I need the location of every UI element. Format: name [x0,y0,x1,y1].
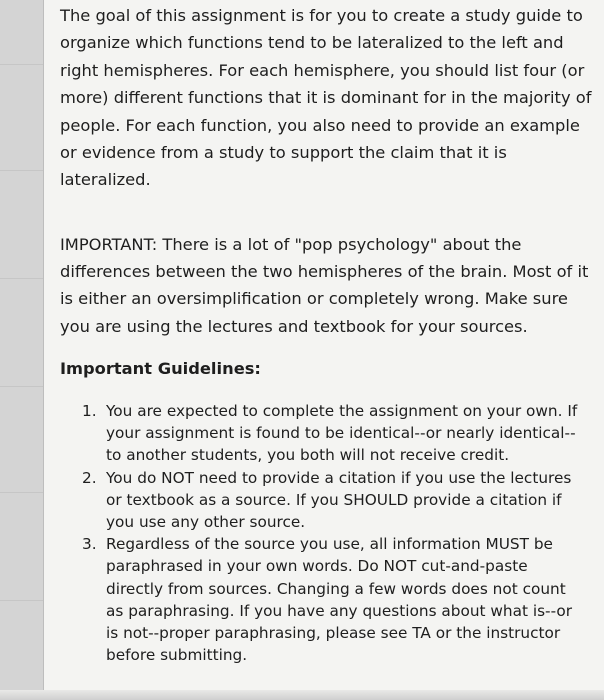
guideline-number: 2. [82,468,97,487]
page-bottom-edge [0,690,604,700]
margin-divider [0,170,43,171]
margin-divider [0,278,43,279]
guideline-text: Regardless of the source you use, all information MUST be paraphrased in your own words. Do NOT cut-and-paste directly from sources. Changing a few words does not count as paraphrasing. If you have any questions about what is--or is not--proper paraphrasing, please see TA or the instructor before submitting. [106,535,573,665]
guideline-text: You are expected to complete the assignment on your own. If your assignment is found to be identical--or nearly identical--to another students, you both will not receive credit. [106,402,578,465]
margin-divider [0,64,43,65]
guidelines-list [44,400,604,666]
guideline-item [44,400,581,467]
guideline-item [44,533,581,666]
guideline-number: 1. [82,402,97,420]
margin-divider [0,492,43,493]
guideline-text: You do NOT need to provide a citation if you use the lectures or textbook as a source. If you SHOULD provide a citation if you use any other source. [106,468,572,532]
guideline-item [44,467,581,534]
guidelines-heading: Important Guidelines: [60,359,261,378]
guideline-number: 3. [82,535,97,554]
margin-divider [0,386,43,387]
margin-divider [0,600,43,601]
assignment-page [44,0,604,700]
intro-paragraph: The goal of this assignment is for you to create a study guide to organize which functions tend to be lateralized to the left and right hemispheres. For each hemisphere, you should list four (or more) different functions that it is dominant for in the majority of people. For each function, you also need to provide an example or evidence from a study to support the claim that it is lateralized. [60,6,592,190]
important-note-paragraph: IMPORTANT: There is a lot of "pop psychology" about the differences between the two hemispheres of the brain. Most of it is either an oversimplification or completely wrong. Make sure you are using the lectures and textbook for your sources. [60,235,589,336]
left-margin-strip [0,0,44,700]
